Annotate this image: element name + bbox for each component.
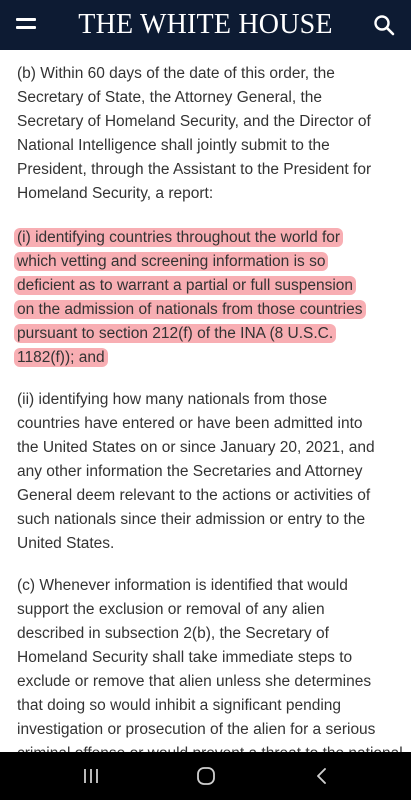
text-line: United States. — [17, 535, 115, 552]
text-line: support the exclusion or removal of any alien — [17, 601, 325, 618]
text-line: President, through the Assistant to the President for — [17, 161, 372, 178]
highlighted-line — [17, 322, 397, 346]
highlighted-line — [17, 298, 397, 322]
highlight-mark: 1182(f)); and — [14, 348, 108, 367]
document-content[interactable] — [0, 50, 411, 752]
text-line: that doing so would inhibit a significant pending — [17, 697, 342, 714]
text-line: described in subsection 2(b), the Secretary of — [17, 625, 329, 642]
highlighted-line — [17, 250, 397, 274]
back-icon[interactable] — [310, 764, 334, 788]
highlighted-line — [17, 226, 397, 250]
text-line: any other information the Secretaries and Attorney — [17, 463, 363, 480]
system-navigation-bar — [0, 752, 411, 800]
text-line: National Intelligence shall jointly submit to the — [17, 137, 330, 154]
highlighted-line — [17, 346, 397, 370]
paragraph-i-highlighted — [17, 226, 397, 370]
paragraph-b — [17, 62, 397, 206]
text-line: Secretary of Homeland Security, and the Director of — [17, 113, 371, 130]
highlight-mark: which vetting and screening information is so — [14, 252, 328, 271]
home-icon[interactable] — [194, 764, 218, 788]
paragraph-ii — [17, 388, 397, 556]
text-line: (ii) identifying how many nationals from those — [17, 391, 328, 408]
recent-apps-icon[interactable] — [79, 764, 103, 788]
text-line: Secretary of State, the Attorney General, the — [17, 89, 323, 106]
highlight-mark: (i) identifying countries throughout the world for — [14, 228, 343, 247]
text-line: (b) Within 60 days of the date of this order, the — [17, 65, 335, 82]
highlight-mark: pursuant to section 212(f) of the INA (8 U.S.C. — [14, 324, 336, 343]
top-bar — [0, 0, 411, 50]
highlight-mark: deficient as to warrant a partial or full suspension — [14, 276, 356, 295]
paragraph-c — [17, 574, 397, 766]
text-line: General deem relevant to the actions or activities of — [17, 487, 371, 504]
text-line: (c) Whenever information is identified that would — [17, 577, 348, 594]
text-line: Homeland Security shall take immediate steps to — [17, 649, 353, 666]
highlighted-line — [17, 274, 397, 298]
text-line: countries have entered or have been admitted into — [17, 415, 363, 432]
search-icon[interactable] — [373, 14, 395, 36]
text-line: Homeland Security, a report: — [17, 185, 214, 202]
text-line: exclude or remove that alien unless she determines — [17, 673, 372, 690]
text-line: the United States on or since January 20, 2021, and — [17, 439, 375, 456]
text-line: investigation or prosecution of the alien for a serious — [17, 721, 376, 738]
highlight-mark: on the admission of nationals from those countries — [14, 300, 366, 319]
site-title[interactable]: THE WHITE HOUSE — [78, 9, 333, 40]
text-line: such nationals since their admission or entry to the — [17, 511, 366, 528]
